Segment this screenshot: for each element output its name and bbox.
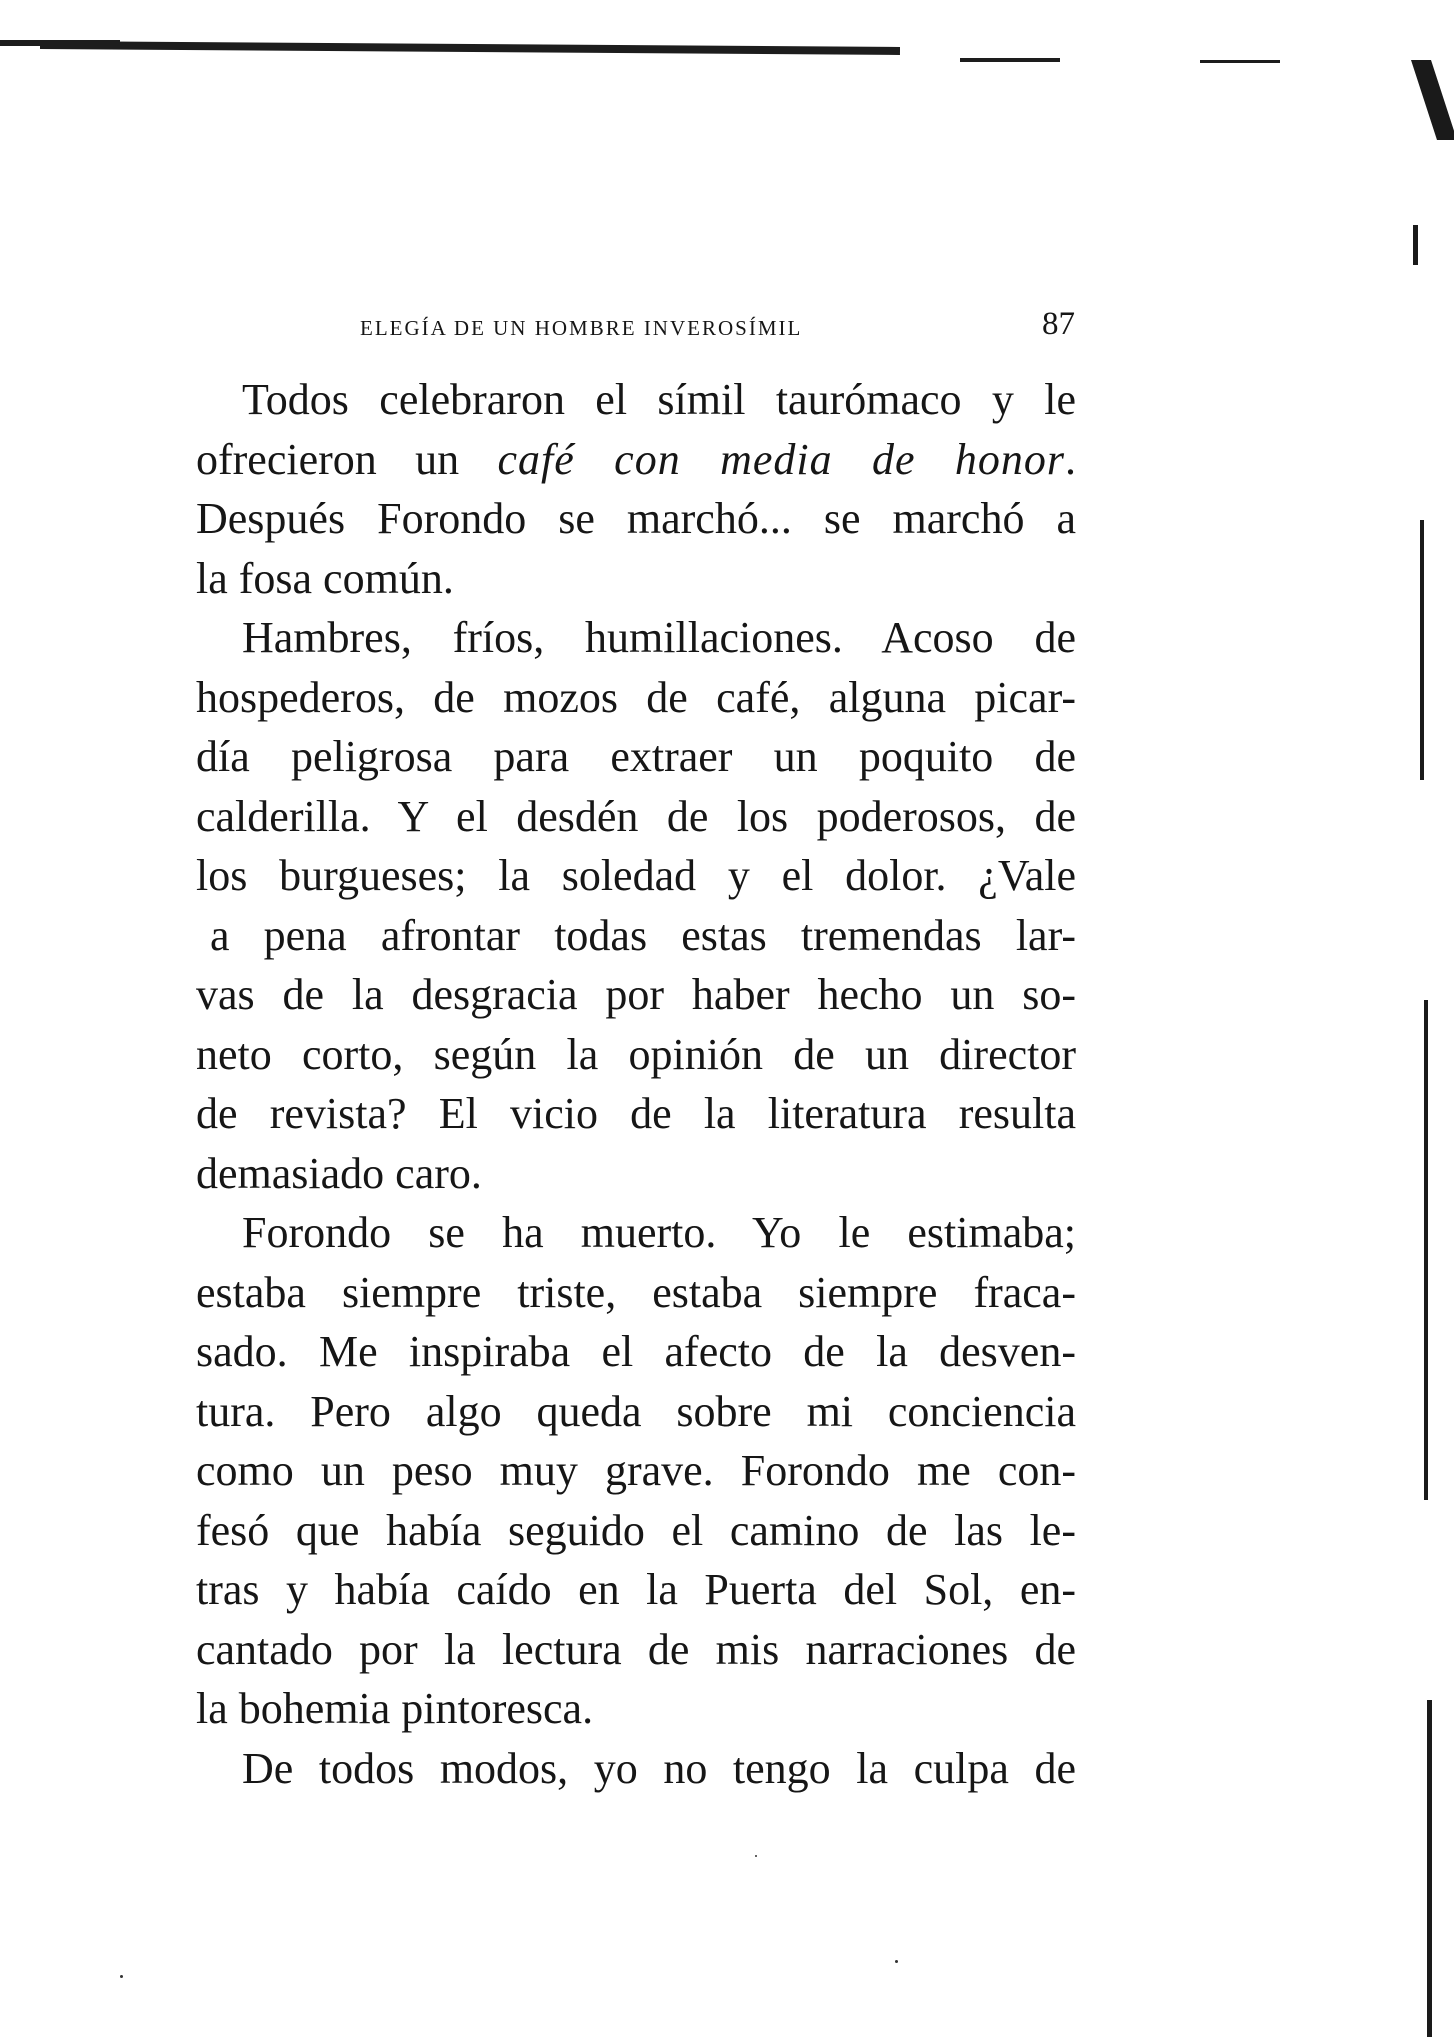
scan-speck: [895, 1960, 898, 1963]
text-line: De todos modos, yo no tengo la culpa de: [242, 1743, 1076, 1793]
text-line: día peligrosa para extraer un poquito de: [196, 732, 1076, 781]
page-number: 87: [1042, 306, 1075, 342]
text-line: la bohemia pintoresca.: [196, 1684, 594, 1733]
text-line: la fosa común.: [196, 553, 454, 603]
text-line: tura. Pero algo queda sobre mi conciencia: [196, 1386, 1076, 1436]
body-text: [196, 370, 1076, 1798]
text-line: Hambres, fríos, humillaciones. Acoso de: [242, 613, 1076, 662]
text-line: a pena afrontar todas estas tremendas lar-: [210, 910, 1076, 960]
text-line: tras y había caído en la Puerta del Sol, en-: [196, 1565, 1076, 1614]
scan-shadow-bar: [40, 41, 900, 55]
scan-speck: [120, 1975, 123, 1978]
text-line: estaba siempre triste, estaba siempre fraca-: [196, 1267, 1076, 1317]
text-run: ofrecieron un: [196, 434, 498, 484]
text-line: sado. Me inspiraba el afecto de la desven-: [196, 1327, 1076, 1376]
text-line: hospederos, de mozos de café, alguna picar-: [196, 672, 1076, 722]
text-line: los burgueses; la soledad y el dolor. ¿Vale: [196, 851, 1076, 900]
text-line: fesó que había seguido el camino de las le-: [196, 1505, 1076, 1555]
scan-shadow-bar: [960, 58, 1060, 62]
scan-edge-mark: [1424, 1000, 1428, 1500]
text-line: vas de la desgracia por haber hecho un so-: [196, 970, 1076, 1019]
text-line: demasiado caro.: [196, 1148, 482, 1198]
text-line: calderilla. Y el desdén de los poderosos, de: [196, 791, 1076, 841]
italic-phrase: café con media de honor: [497, 434, 1065, 484]
running-head: [360, 302, 1075, 352]
text-line: de revista? El vicio de la literatura resulta: [196, 1089, 1076, 1138]
text-line: Después Forondo se marchó... se marchó a: [196, 494, 1076, 543]
scan-edge-mark: [1413, 225, 1418, 265]
scan-shadow-bar: [1200, 60, 1280, 63]
text-run: .: [1065, 434, 1076, 484]
text-line: neto corto, según la opinión de un director: [196, 1029, 1076, 1079]
scan-edge-mark: [1411, 60, 1454, 140]
scan-right-edge: [1384, 0, 1454, 2037]
scan-shadow-bar: [0, 40, 120, 46]
text-line: Todos celebraron el símil taurómaco y le: [242, 375, 1076, 424]
text-line: [196, 430, 1076, 490]
text-line: cantado por la lectura de mis narraciones de: [196, 1624, 1076, 1674]
text-line: Forondo se ha muerto. Yo le estimaba;: [242, 1208, 1076, 1257]
running-title: ELEGÍA DE UN HOMBRE INVEROSÍMIL: [360, 316, 803, 340]
scan-top-edge: [0, 0, 1454, 90]
scan-speck: [755, 1855, 757, 1857]
scan-edge-mark: [1427, 1700, 1432, 2037]
scan-edge-mark: [1420, 520, 1424, 780]
text-line: como un peso muy grave. Forondo me con-: [196, 1446, 1076, 1495]
